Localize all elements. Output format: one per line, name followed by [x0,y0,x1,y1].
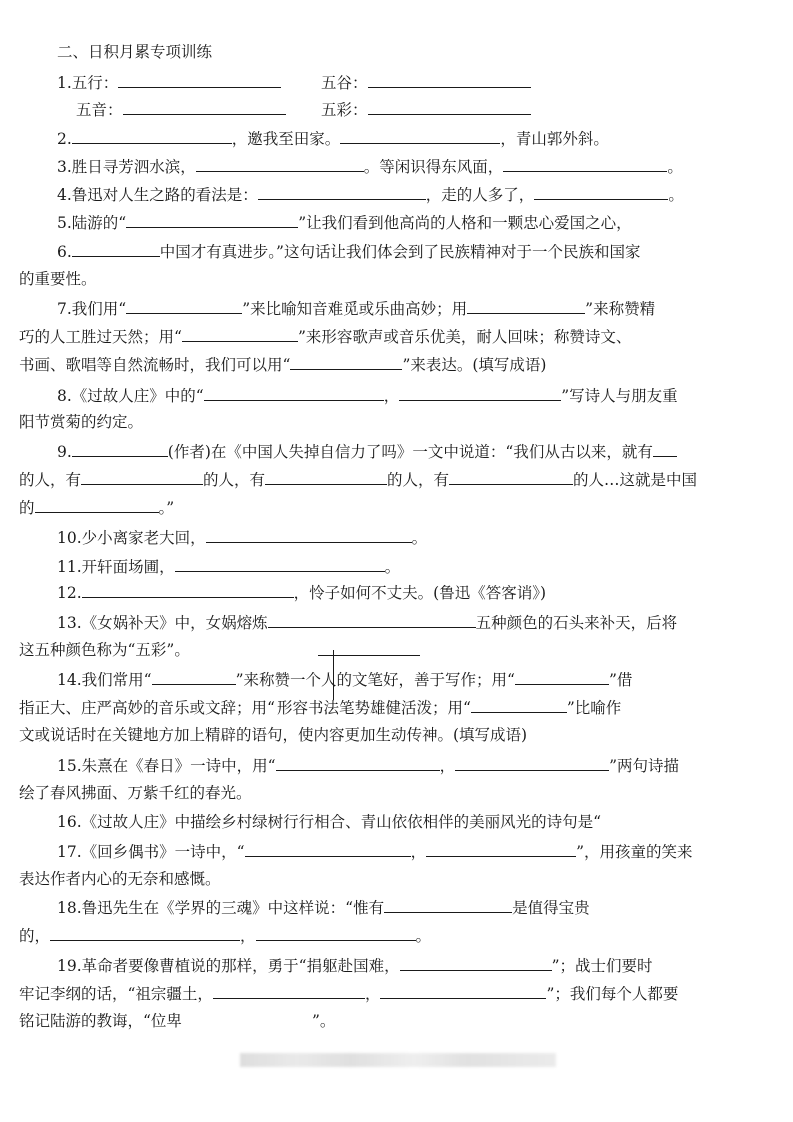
answer-blank[interactable] [152,669,236,685]
answer-blank[interactable] [35,497,159,513]
question-5: 5.陆游的“ ”让我们看到他高尚的人格和一颗忠心爱国之心， [57,214,632,232]
question-10: 10.少小离家老大回， 。 [57,529,428,547]
answer-blank[interactable] [256,925,416,941]
answer-blank[interactable] [196,156,364,172]
answer-blank[interactable] [265,469,387,485]
answer-blank[interactable] [515,669,609,685]
question-17-line-2: 表达作者内心的无奈和感慨。 [19,870,221,888]
question-6-line-1: 6. 中国才有真进步。”这句话让我们体会到了民族精神对于一个民族和国家 [57,243,641,261]
answer-blank[interactable] [123,99,286,115]
question-7-line-3: 书画、歌唱等自然流畅时，我们可以用“ ”来表达。(填写成语) [19,356,547,374]
question-15-line-1: 15.朱熹在《春日》一诗中，用“ ， ”两句诗描 [57,757,680,775]
answer-blank[interactable] [276,755,440,771]
answer-blank[interactable] [126,298,242,314]
question-13-line-1: 13.《女娲补天》中，女娲熔炼 五种颜色的石头来补天，后将 [57,614,678,632]
answer-blank[interactable] [245,841,411,857]
question-9-line-2: 的人，有 的人，有 的人，有 的人…这就是中国 [19,471,698,489]
question-3: 3.胜日寻芳泗水滨， 。等闲识得东风面， 。 [57,158,683,176]
section-title: 二、日积月累专项训练 [57,43,213,61]
answer-blank[interactable] [384,897,512,913]
answer-blank[interactable] [467,298,585,314]
blurred-footer-watermark [240,1053,556,1067]
question-7-line-2: 巧的人工胜过天然；用“ ”来形容歌声或音乐优美，耐人回味；称赞诗文、 [19,328,632,346]
question-2: 2. ，邀我至田家。 ，青山郭外斜。 [57,130,609,148]
question-6-line-2: 的重要性。 [19,270,97,288]
answer-blank[interactable] [126,212,298,228]
answer-blank[interactable] [72,128,232,144]
answer-blank[interactable] [426,841,576,857]
answer-blank[interactable] [455,755,609,771]
question-19-line-2: 牢记李纲的话，“祖宗疆土， ， ”；我们每个人都要 [19,985,679,1003]
answer-blank[interactable] [471,697,567,713]
answer-blank[interactable] [653,441,677,457]
answer-blank[interactable] [340,128,500,144]
answer-blank[interactable] [368,99,531,115]
question-1-row-2: 五音： [76,99,286,120]
answer-blank[interactable] [380,983,546,999]
answer-blank[interactable] [534,184,668,200]
answer-blank[interactable] [50,925,240,941]
question-9-line-3: 的 。” [19,499,175,517]
answer-blank[interactable] [72,441,168,457]
question-1-row-2b: 五彩： [321,99,531,120]
answer-blank[interactable] [213,983,365,999]
question-11: 11.开轩面场圃， 。 [57,558,401,576]
answer-blank[interactable] [449,469,573,485]
question-12: 12. ，怜子如何不丈夫。(鲁迅《答客诮》) [57,584,547,602]
answer-blank[interactable] [399,385,561,401]
answer-blank[interactable] [182,1011,312,1026]
question-17-line-1: 17.《回乡偶书》一诗中，“ ， ”，用孩童的笑来 [57,843,693,861]
answer-blank[interactable] [400,955,552,971]
question-1-row-1b: 五谷： [321,72,531,93]
question-7-line-1: 7.我们用“ ”来比喻知音难觅或乐曲高妙；用 ”来称赞精 [57,300,656,318]
answer-blank[interactable] [72,241,160,257]
answer-blank[interactable] [204,385,384,401]
answer-blank[interactable] [206,527,412,543]
question-16: 16.《过故人庄》中描绘乡村绿树行行相合、青山依依相伴的美丽风光的诗句是“ [57,813,602,831]
question-13-line-2: 这五种颜色称为“五彩”。 [19,641,190,659]
answer-blank[interactable] [290,354,402,370]
question-18-line-1: 18.鲁迅先生在《学界的三魂》中这样说：“惟有 是值得宝贵 [57,899,590,917]
question-1-row-1: 1.五行： [57,72,281,93]
question-8-line-1: 8.《过故人庄》中的“ ， ”写诗人与朋友重 [57,387,678,405]
answer-blank[interactable] [182,326,298,342]
question-14-line-3: 文或说话时在关键地方加上精辟的语句，使内容更加生动传神。(填写成语) [19,726,528,744]
answer-blank[interactable] [81,469,203,485]
answer-blank[interactable] [258,184,426,200]
question-19-line-1: 19.革命者要像曹植说的那样，勇于“捐躯赴国难， ”；战士们要时 [57,957,653,975]
answer-blank[interactable] [175,556,385,572]
question-14-line-1: 14.我们常用“ ”来称赞一个人的文笔好，善于写作；用“ ”借 [57,671,633,689]
question-8-line-2: 阳节赏菊的约定。 [19,413,144,431]
answer-blank[interactable] [268,612,476,628]
question-9-line-1: 9. (作者)在《中国人失掉自信力了吗》一文中说道：“我们从古以来，就有 [57,441,677,462]
question-19-line-3: 铭记陆游的教诲，“位卑 ”。 [19,1012,336,1030]
answer-blank[interactable] [503,156,667,172]
answer-blank[interactable] [368,72,531,88]
question-14-line-2: 指正大、庄严高妙的音乐或文辞；用“ 形容书法笔势雄健活泼；用“ ”比喻作 [19,699,622,717]
question-15-line-2: 绘了春风拂面、万紫千红的春光。 [19,784,252,802]
question-4: 4.鲁迅对人生之路的看法是： ，走的人多了， 。 [57,186,684,204]
question-18-line-2: 的， ， 。 [19,927,432,945]
answer-blank[interactable] [82,582,294,598]
answer-blank[interactable] [118,72,281,88]
